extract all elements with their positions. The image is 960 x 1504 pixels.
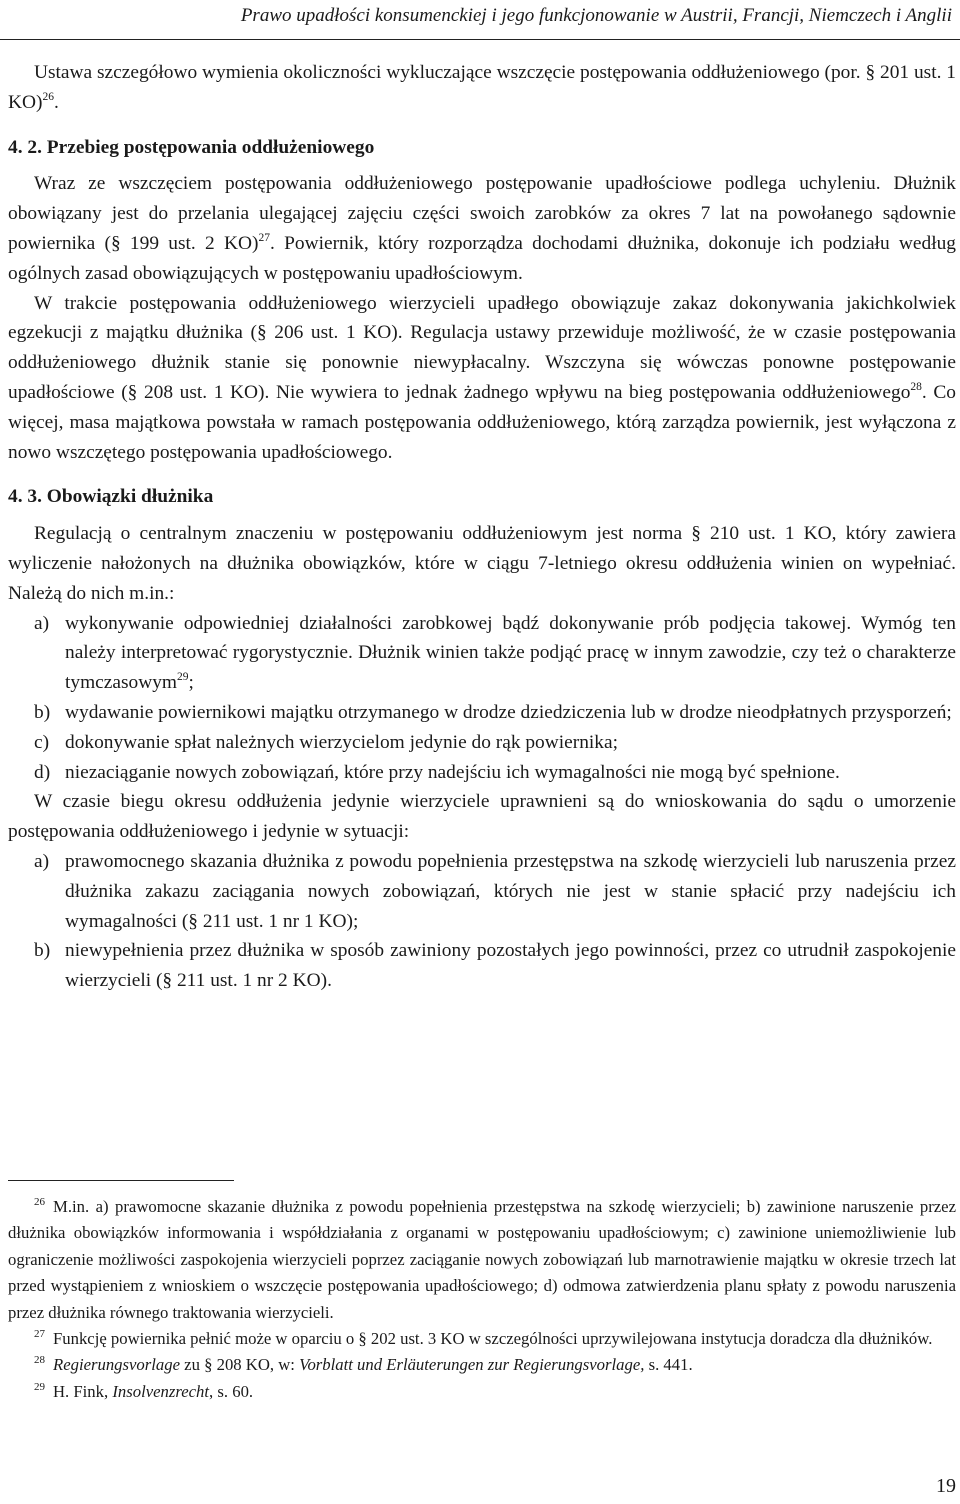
footnote: $^{28}$ Regierungsvorlage zu § 208 KO, w: Vorblatt und Erläuterungen zur Regierungsvorlage, s. 441. xyxy=(34,1354,693,1375)
list-item: d) niezaciąganie nowych zobowiązań, które przy nadejściu ich wymagalności nie mogą być spełnione. xyxy=(34,761,840,783)
page-number: 19 xyxy=(936,1475,956,1497)
section-heading-4-2: 4. 2. Przebieg postępowania oddłużeniowego xyxy=(8,136,375,158)
list-item: c) dokonywanie spłat należnych wierzycielom jedynie do rąk powiernika; xyxy=(34,731,618,753)
paragraph: Regulacją o centralnym znaczeniu w postępowaniu oddłużeniowym jest norma § 210 ust. 1 KO, który zawiera wyliczenie nałożonych na dłużnika obowiązków, które w ciągu 7-letniego okresu oddłużenia winien on wypełniać. Należą do nich m.in.: xyxy=(8,523,956,604)
running-header xyxy=(0,0,960,40)
footnote-ref: 26 xyxy=(42,90,54,103)
intro-paragraph: Ustawa szczegółowo wymienia okoliczności wykluczające wszczęcie postępowania oddłużeniowego (por. § 201 ust. 1 KO)$^{26}$. xyxy=(8,62,956,113)
section-heading-4-3: 4. 3. Obowiązki dłużnika xyxy=(8,486,214,508)
footnote-ref: 29 xyxy=(177,671,189,684)
paragraph: W czasie biegu okresu oddłużenia jedynie wierzyciele uprawnieni są do wnioskowania do sądu o umorzenie postępowania oddłużeniowego i jedynie w sytuacji: xyxy=(8,791,956,843)
list-item: a) prawomocnego skazania dłużnika z powodu popełnienia przestępstwa na szkodę wierzycieli lub naruszenia przez dłużnika zakazu zaciągania nowych zobowiązań, których nie jest w stanie spłacić przy nadejściu ich wymagalności (§ 211 ust. 1 nr 1 KO); xyxy=(34,850,956,932)
running-title: Prawo upadłości konsumenckiej i jego funkcjonowanie w Austrii, Francji, Niemczech i Anglii xyxy=(240,5,952,26)
footnote: $^{27}$ Funkcję powiernika pełnić może w oparciu o § 202 ust. 3 KO w szczególności uprzywilejowana instytucja doradcza dla dłużników. xyxy=(34,1328,933,1349)
list-item: a) wykonywanie odpowiedniej działalności zarobkowej bądź dokonywanie prób podjęcia takowej. Wymóg ten należy interpretować rygorystycznie. Dłużnik winien także podjąć pracę w innym zawodzie, czy też o charakterze tymczasowym$^{29}$; xyxy=(34,612,956,694)
footnote-number: 29 xyxy=(34,1380,45,1393)
footnote: $^{26}$ M.in. a) prawomocne skazanie dłużnika z powodu popełnienia przestępstwa na szkodę wierzycieli; b) zawinione naruszenie przez dłużnika obowiązków informowania i współdziałania z organami w postępowaniu upadłościowym; c) zawinione uniemożliwienie lub ograniczenie możliwości zaspokojenia wierzycieli poprzez zaciąganie nowych zobowiązań lub marnotrawienie majątku w okresie trzech lat przed wystąpieniem z wnioskiem o wszczęcie postępowania upadłościowego; d) odmowa zatwierdzenia planu spłaty z powodu naruszenia przez dłużnika równego traktowania wierzycieli. xyxy=(8,1196,956,1322)
paragraph: W trakcie postępowania oddłużeniowego wierzycieli upadłego obowiązuje zakaz dokonywania jakichkolwiek egzekucji z majątku dłużnika (§ 206 ust. 1 KO). Regulacja ustawy przewiduje możliwość, że w czasie postępowania oddłużeniowego dłużnik stanie się ponownie niewypłacalny. Wszczyna się wówczas ponowne postępowanie upadłościowe (§ 208 ust. 1 KO). Nie wywiera to jednak żadnego wpływu na bieg postępowania oddłużeniowego$^{28}$. Co więcej, masa majątkowa powstała w ramach postępowania oddłużeniowego, którą zarządza powiernik, jest wyłączona z nowo wszczętego postępowania upadłościowego. xyxy=(8,292,956,463)
paragraph: Wraz ze wszczęciem postępowania oddłużeniowego postępowanie upadłościowe podlega uchyleniu. Dłużnik obowiązany jest do przelania ulegającej zajęciu części swoich zarobków za okres 7 lat na powołanego sądownie powiernika (§ 199 ust. 2 KO)$^{27}$. Powiernik, który rozporządza dochodami dłużnika, dokonuje ich podziału według ogólnych zasad obowiązujących w postępowaniu upadłościowym. xyxy=(8,173,956,284)
list-item: b) wydawanie powiernikowi majątku otrzymanego w drodze dziedziczenia lub w drodze nieodpłatnych przysporzeń; xyxy=(34,701,952,723)
footnote-divider xyxy=(8,1180,234,1181)
footnote-number: 28 xyxy=(34,1354,45,1367)
footnote-ref: 28 xyxy=(910,380,922,393)
footnote-number: 26 xyxy=(34,1196,45,1208)
dismissal-grounds-list xyxy=(8,847,956,996)
list-item: b) niewypełnienia przez dłużnika w sposób zawiniony pozostałych jego powinności, przez co utrudnił zaspokojenie wierzycieli (§ 211 ust. 1 nr 2 KO). xyxy=(34,940,956,992)
footnote-number: 27 xyxy=(34,1328,45,1341)
footnotes xyxy=(8,1194,956,1405)
footnote: $^{29}$ H. Fink, Insolvenzrecht, s. 60. xyxy=(34,1380,254,1401)
footnote-ref: 27 xyxy=(258,231,270,244)
obligations-list xyxy=(8,609,956,788)
main-text xyxy=(8,58,956,996)
